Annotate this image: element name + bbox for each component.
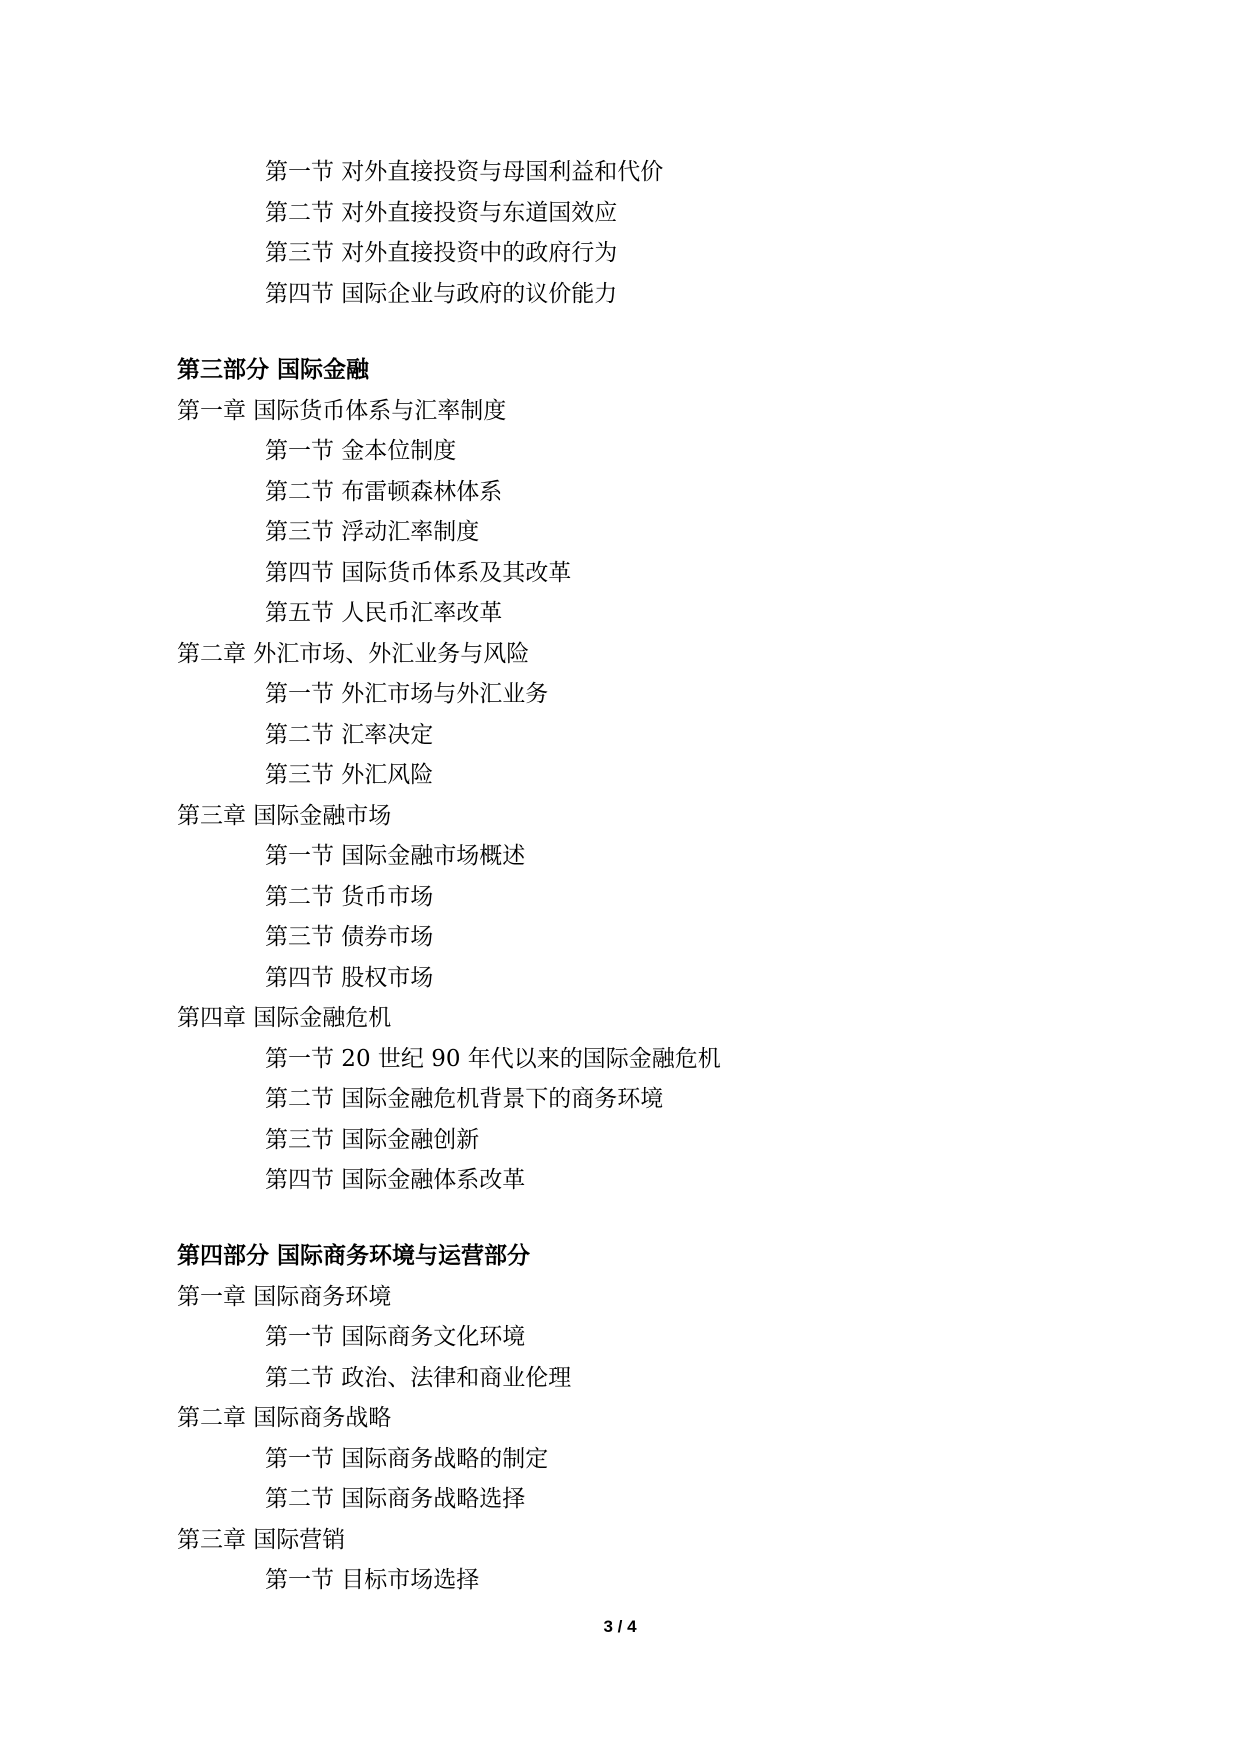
toc-chapter: 第一章 国际货币体系与汇率制度 xyxy=(177,398,507,424)
toc-section: 第二节 货币市场 xyxy=(265,884,434,910)
toc-section: 第一节 对外直接投资与母国利益和代价 xyxy=(265,159,664,185)
toc-section: 第二节 国际商务战略选择 xyxy=(265,1486,526,1512)
toc-part-title: 第四部分 国际商务环境与运营部分 xyxy=(177,1243,531,1269)
toc-section: 第一节 国际金融市场概述 xyxy=(265,843,526,869)
toc-section: 第一节 国际商务文化环境 xyxy=(265,1324,526,1350)
toc-section: 第二节 政治、法律和商业伦理 xyxy=(265,1365,572,1391)
toc-chapter: 第三章 国际金融市场 xyxy=(177,803,392,829)
toc-section: 第四节 国际企业与政府的议价能力 xyxy=(265,281,618,307)
toc-chapter: 第三章 国际营销 xyxy=(177,1527,346,1553)
toc-section: 第三节 债券市场 xyxy=(265,924,434,950)
toc-section: 第一节 20 世纪 90 年代以来的国际金融危机 xyxy=(265,1046,721,1072)
toc-section: 第二节 汇率决定 xyxy=(265,722,434,748)
toc-section: 第二节 对外直接投资与东道国效应 xyxy=(265,200,618,226)
toc-section: 第三节 对外直接投资中的政府行为 xyxy=(265,240,618,266)
toc-section: 第二节 布雷顿森林体系 xyxy=(265,479,503,505)
toc-section: 第四节 国际金融体系改革 xyxy=(265,1167,526,1193)
toc-chapter: 第一章 国际商务环境 xyxy=(177,1284,392,1310)
toc-chapter: 第二章 外汇市场、外汇业务与风险 xyxy=(177,641,530,667)
toc-section: 第五节 人民币汇率改革 xyxy=(265,600,503,626)
toc-section: 第三节 外汇风险 xyxy=(265,762,434,788)
toc-section: 第四节 国际货币体系及其改革 xyxy=(265,560,572,586)
toc-chapter: 第四章 国际金融危机 xyxy=(177,1005,392,1031)
toc-section: 第一节 金本位制度 xyxy=(265,438,457,464)
toc-section: 第一节 目标市场选择 xyxy=(265,1567,480,1593)
toc-section: 第一节 国际商务战略的制定 xyxy=(265,1446,549,1472)
toc-part-title: 第三部分 国际金融 xyxy=(177,357,370,383)
toc-section: 第三节 国际金融创新 xyxy=(265,1127,480,1153)
page-number: 3 / 4 xyxy=(603,1617,637,1636)
toc-section: 第一节 外汇市场与外汇业务 xyxy=(265,681,549,707)
toc-chapter: 第二章 国际商务战略 xyxy=(177,1405,392,1431)
toc-section: 第二节 国际金融危机背景下的商务环境 xyxy=(265,1086,664,1112)
toc-section: 第四节 股权市场 xyxy=(265,965,434,991)
toc-section: 第三节 浮动汇率制度 xyxy=(265,519,480,545)
